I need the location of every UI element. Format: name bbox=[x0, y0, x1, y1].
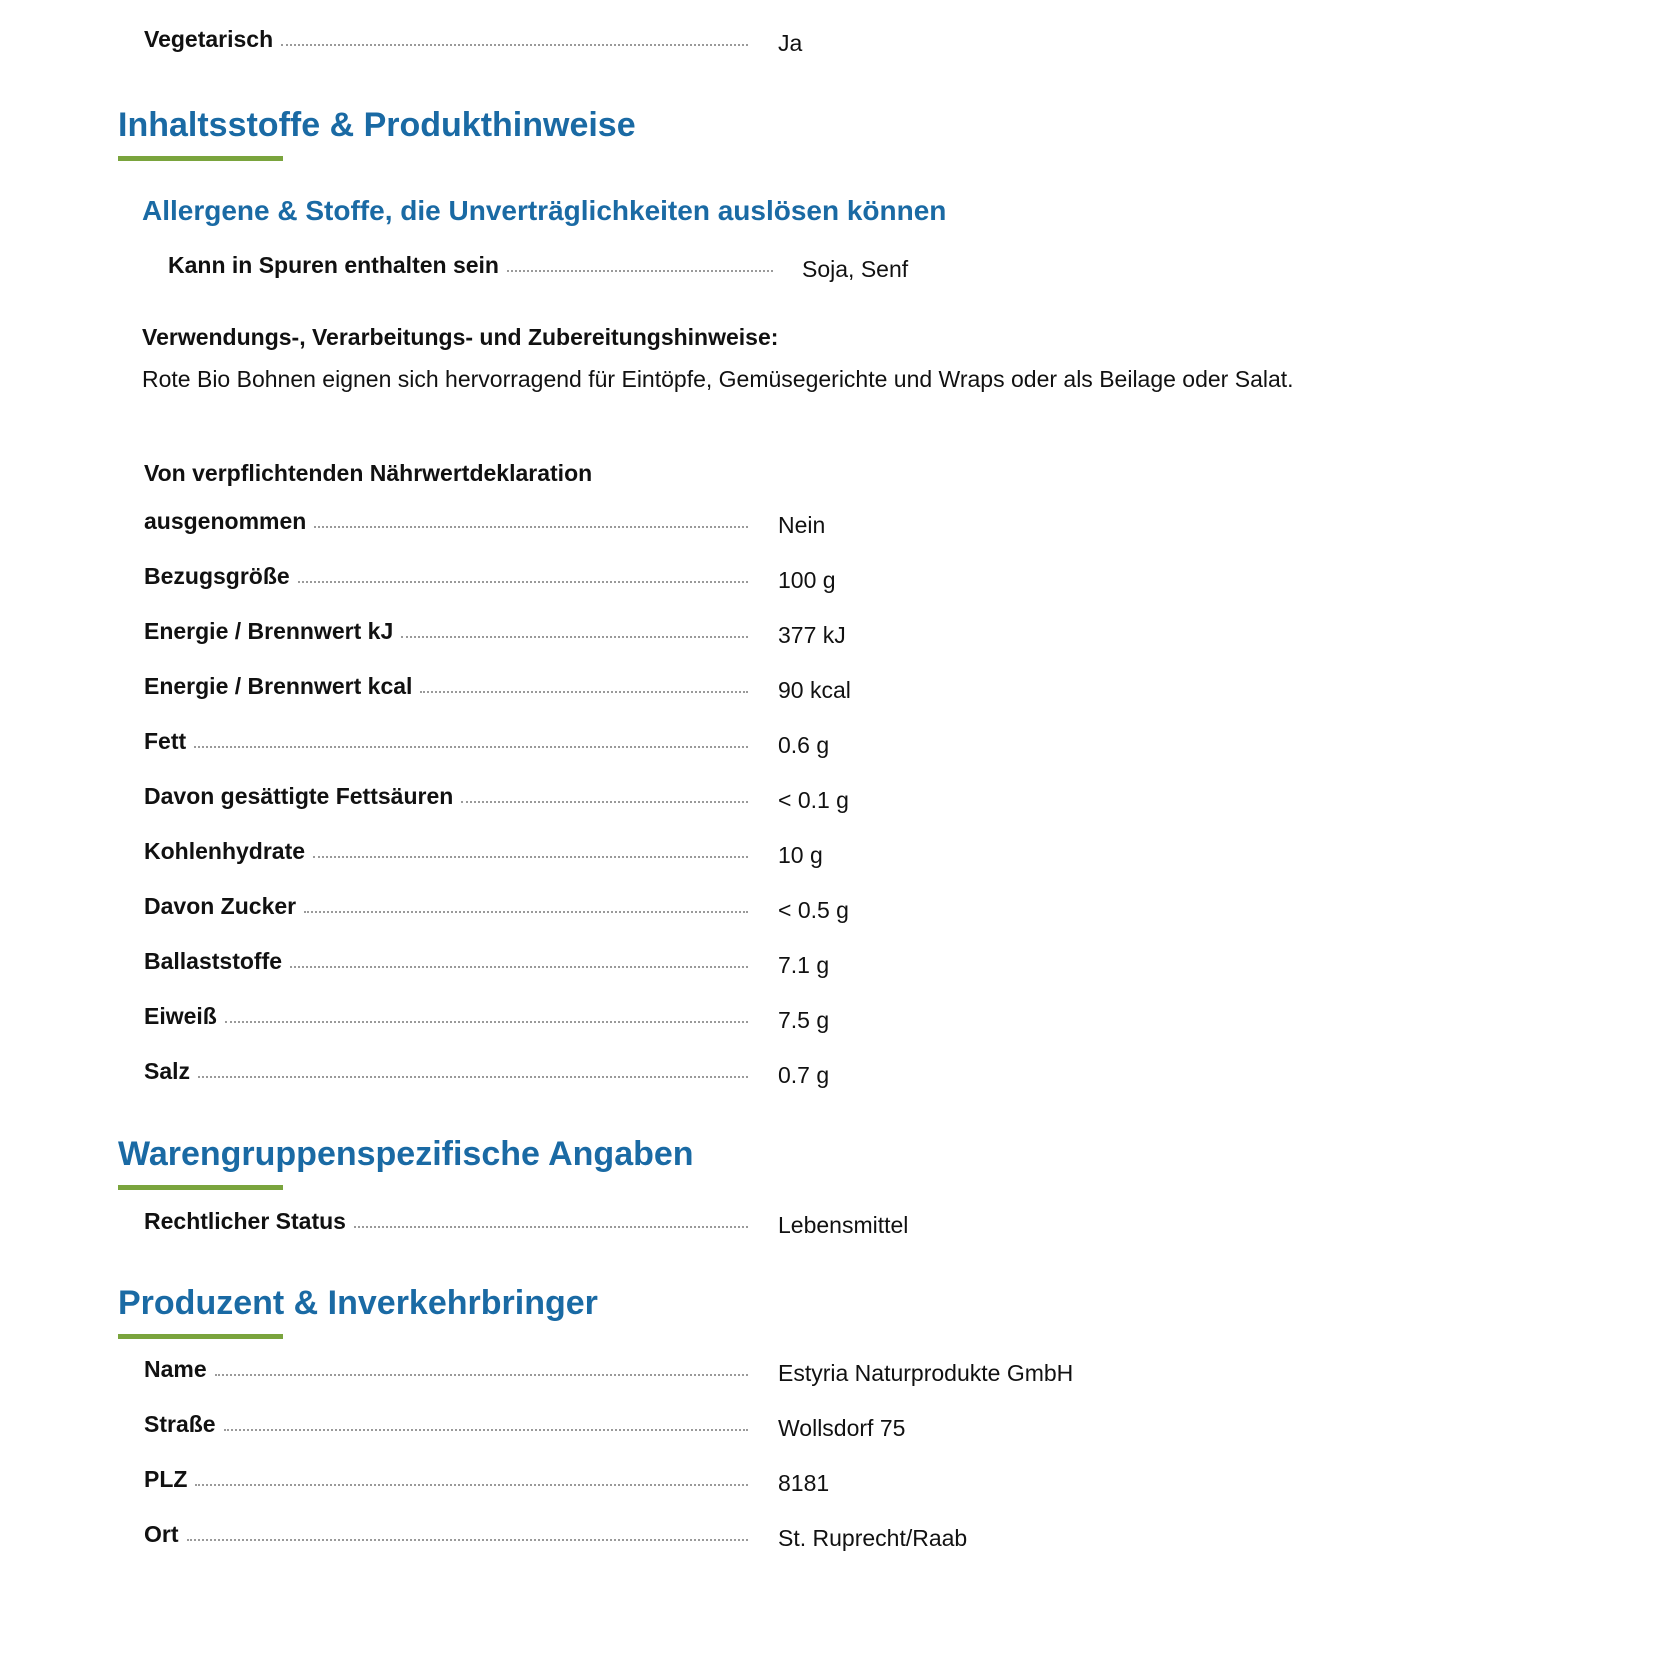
nutrition-row bbox=[144, 1003, 752, 1030]
producer-row bbox=[144, 1466, 752, 1493]
row-value: Estyria Naturprodukte GmbH bbox=[778, 1360, 1074, 1386]
row-value: < 0.1 g bbox=[778, 787, 849, 813]
row-value: 377 kJ bbox=[778, 622, 846, 648]
producer-row bbox=[144, 1521, 752, 1548]
dot-leader bbox=[281, 44, 748, 46]
nutrition-row bbox=[144, 618, 752, 645]
row-value: Lebensmittel bbox=[778, 1212, 909, 1238]
usage-heading: Verwendungs-, Verarbeitungs- und Zubereitungshinweise: bbox=[142, 324, 779, 350]
row-value: 0.7 g bbox=[778, 1062, 830, 1088]
row-label: Eiweiß bbox=[144, 1003, 217, 1029]
dot-leader bbox=[304, 911, 748, 913]
row-label: Davon gesättigte Fettsäuren bbox=[144, 783, 454, 809]
row-value: 100 g bbox=[778, 567, 836, 593]
row-label: Energie / Brennwert kcal bbox=[144, 673, 413, 699]
dot-leader bbox=[507, 270, 773, 272]
row-value: 0.6 g bbox=[778, 732, 830, 758]
row-value: St. Ruprecht/Raab bbox=[778, 1525, 968, 1551]
nutrition-row bbox=[144, 838, 752, 865]
row-label: Salz bbox=[144, 1058, 191, 1084]
allergen-heading: Allergene & Stoffe, die Unverträglichkeiten auslösen können bbox=[142, 195, 947, 226]
dot-leader bbox=[187, 1539, 749, 1541]
dot-leader bbox=[401, 636, 748, 638]
row-vegetarisch bbox=[144, 26, 752, 53]
dot-leader bbox=[225, 1021, 748, 1023]
dot-leader bbox=[461, 801, 748, 803]
row-label: PLZ bbox=[144, 1466, 188, 1492]
row-label: Kann in Spuren enthalten sein bbox=[168, 252, 499, 278]
nutrition-row bbox=[144, 948, 752, 975]
row-value: 90 kcal bbox=[778, 677, 851, 703]
nutrition-row bbox=[144, 563, 752, 590]
row-value: Soja, Senf bbox=[802, 256, 909, 282]
dot-leader bbox=[194, 746, 748, 748]
dot-leader bbox=[198, 1076, 748, 1078]
heading-underline bbox=[118, 1334, 283, 1339]
row-label: Davon Zucker bbox=[144, 893, 297, 919]
row-label: Bezugsgröße bbox=[144, 563, 290, 589]
row-value: Wollsdorf 75 bbox=[778, 1415, 906, 1441]
nutrition-row bbox=[144, 508, 752, 535]
row-label: Fett bbox=[144, 728, 187, 754]
producer-row bbox=[144, 1356, 752, 1383]
dot-leader bbox=[354, 1226, 748, 1228]
row-label: Name bbox=[144, 1356, 207, 1382]
row-label: Vegetarisch bbox=[144, 26, 274, 52]
dot-leader bbox=[224, 1429, 748, 1431]
row-value: 7.1 g bbox=[778, 952, 830, 978]
row-label: Kohlenhydrate bbox=[144, 838, 306, 864]
dot-leader bbox=[420, 691, 748, 693]
row-traces bbox=[168, 252, 777, 279]
dot-leader bbox=[298, 581, 748, 583]
dot-leader bbox=[195, 1484, 748, 1486]
dot-leader bbox=[215, 1374, 748, 1376]
section-heading-producer: Produzent & Inverkehrbringer bbox=[118, 1284, 598, 1322]
nutrition-row bbox=[144, 783, 752, 810]
row-label: Ballaststoffe bbox=[144, 948, 283, 974]
row-label: Ort bbox=[144, 1521, 179, 1547]
nutrition-heading: Von verpflichtenden Nährwertdeklaration bbox=[144, 460, 593, 486]
producer-row bbox=[144, 1411, 752, 1438]
row-label: ausgenommen bbox=[144, 508, 307, 534]
row-value: Nein bbox=[778, 512, 826, 538]
row-label: Energie / Brennwert kJ bbox=[144, 618, 394, 644]
row-legal-status bbox=[144, 1208, 752, 1235]
row-label: Rechtlicher Status bbox=[144, 1208, 346, 1234]
section-heading-ingredients: Inhaltsstoffe & Produkthinweise bbox=[118, 106, 636, 144]
row-value: 10 g bbox=[778, 842, 823, 868]
row-value: 8181 bbox=[778, 1470, 830, 1496]
nutrition-row bbox=[144, 893, 752, 920]
nutrition-row bbox=[144, 673, 752, 700]
row-value: Ja bbox=[778, 30, 803, 56]
section-heading-category: Warengruppenspezifische Angaben bbox=[118, 1135, 694, 1173]
row-value: 7.5 g bbox=[778, 1007, 830, 1033]
dot-leader bbox=[290, 966, 748, 968]
heading-underline bbox=[118, 156, 283, 161]
nutrition-row bbox=[144, 728, 752, 755]
dot-leader bbox=[314, 526, 748, 528]
usage-text: Rote Bio Bohnen eignen sich hervorragend für Eintöpfe, Gemüsegerichte und Wraps oder als Beilage oder Salat. bbox=[142, 366, 1294, 392]
nutrition-row bbox=[144, 1058, 752, 1085]
dot-leader bbox=[313, 856, 748, 858]
row-label: Straße bbox=[144, 1411, 216, 1437]
row-value: < 0.5 g bbox=[778, 897, 849, 923]
heading-underline bbox=[118, 1185, 283, 1190]
